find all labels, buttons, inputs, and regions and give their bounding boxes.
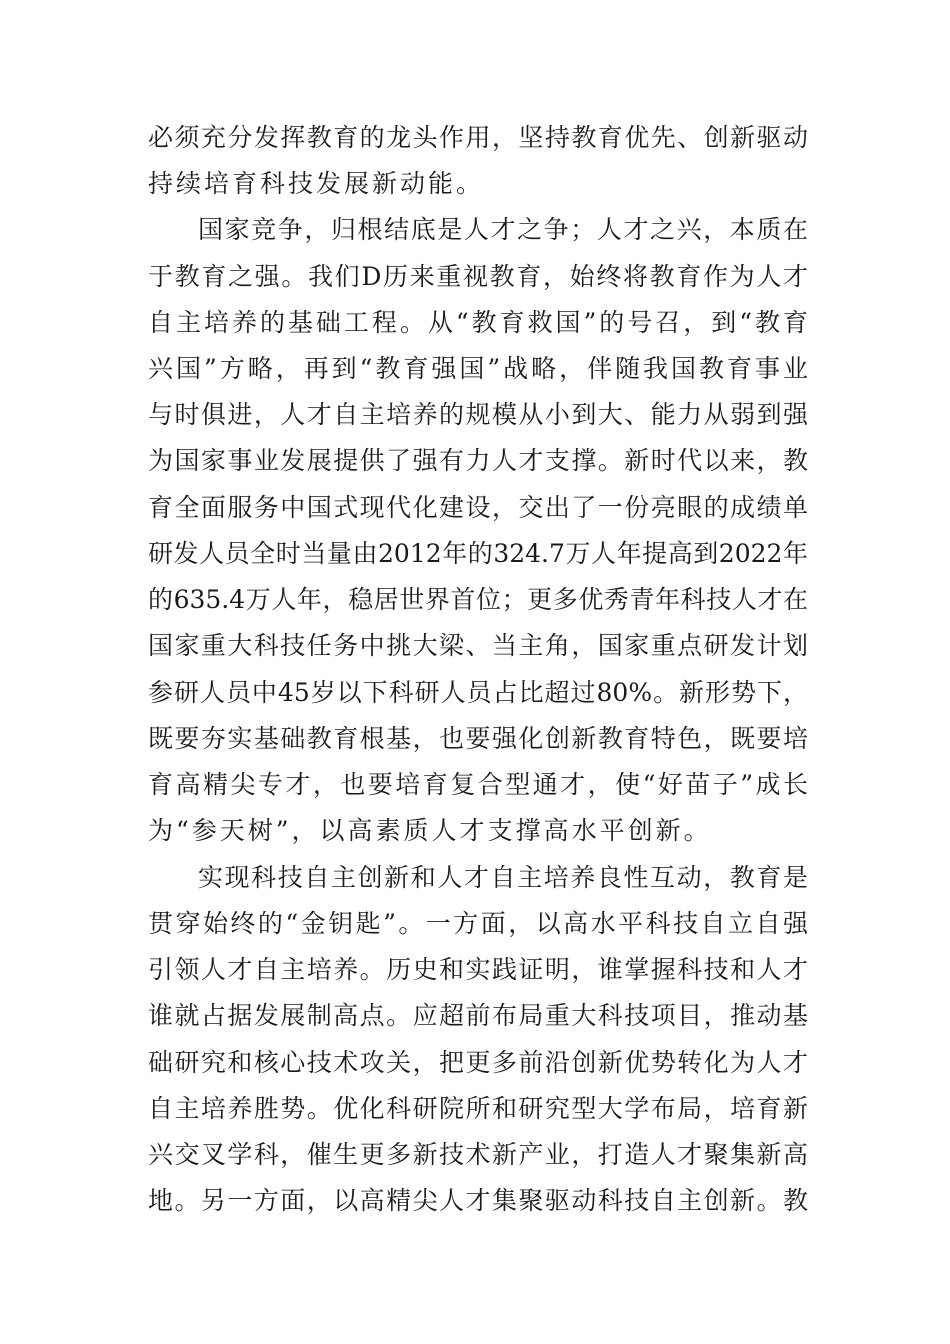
text-line: 自主培养的基础工程。从“教育救国”的号召，到“教育: [148, 308, 808, 337]
text-line: 础研究和核心技术攻关，把更多前沿创新优势转化为人才: [148, 1048, 808, 1077]
text-line: 必须充分发挥教育的龙头作用，坚持教育优先、创新驱动: [148, 123, 808, 152]
text-line: 育全面服务中国式现代化建设，交出了一份亮眼的成绩单: [148, 493, 808, 522]
text-line: 与时俱进，人才自主培养的规模从小到大、能力从弱到强: [148, 400, 808, 429]
text-line: 兴国”方略，再到“教育强国”战略，伴随我国教育事业: [148, 354, 808, 383]
text-line: 为“参天树”，以高素质人才支撑高水平创新。: [148, 816, 712, 845]
text-line: 自主培养胜势。优化科研院所和研究型大学布局，培育新: [148, 1094, 808, 1123]
paragraph-first-line: 国家竞争，归根结底是人才之争；人才之兴，本质在: [198, 215, 808, 244]
text-line: 为国家事业发展提供了强有力人才支撑。新时代以来，教: [148, 446, 808, 475]
text-line: 持续培育科技发展新动能。: [148, 169, 485, 198]
text-line: 兴交叉学科，催生更多新技术新产业，打造人才聚集新高: [148, 1140, 808, 1169]
text-line: 国家重大科技任务中挑大梁、当主角，国家重点研发计划: [148, 631, 808, 660]
text-line: 既要夯实基础教育根基，也要强化创新教育特色，既要培: [148, 724, 808, 753]
paragraph-first-line: 实现科技自主创新和人才自主培养良性互动，教育是: [198, 863, 808, 892]
text-line: 育高精尖专才，也要培育复合型通才，使“好苗子”成长: [148, 770, 808, 799]
text-line: 于教育之强。我们D历来重视教育，始终将教育作为人才: [148, 262, 808, 291]
text-line: 地。另一方面，以高精尖人才集聚驱动科技自主创新。教: [148, 1186, 808, 1215]
text-line: 贯穿始终的“金钥匙”。一方面，以高水平科技自立自强: [148, 909, 808, 938]
text-line: 研发人员全时当量由2012年的324.7万人年提高到2022年: [148, 539, 808, 568]
text-line: 的635.4万人年，稳居世界首位；更多优秀青年科技人才在: [148, 585, 808, 614]
text-line: 引领人才自主培养。历史和实践证明，谁掌握科技和人才: [148, 955, 808, 984]
text-line: 谁就占据发展制高点。应超前布局重大科技项目，推动基: [148, 1001, 808, 1030]
text-line: 参研人员中45岁以下科研人员占比超过80%。新形势下，: [148, 678, 808, 707]
